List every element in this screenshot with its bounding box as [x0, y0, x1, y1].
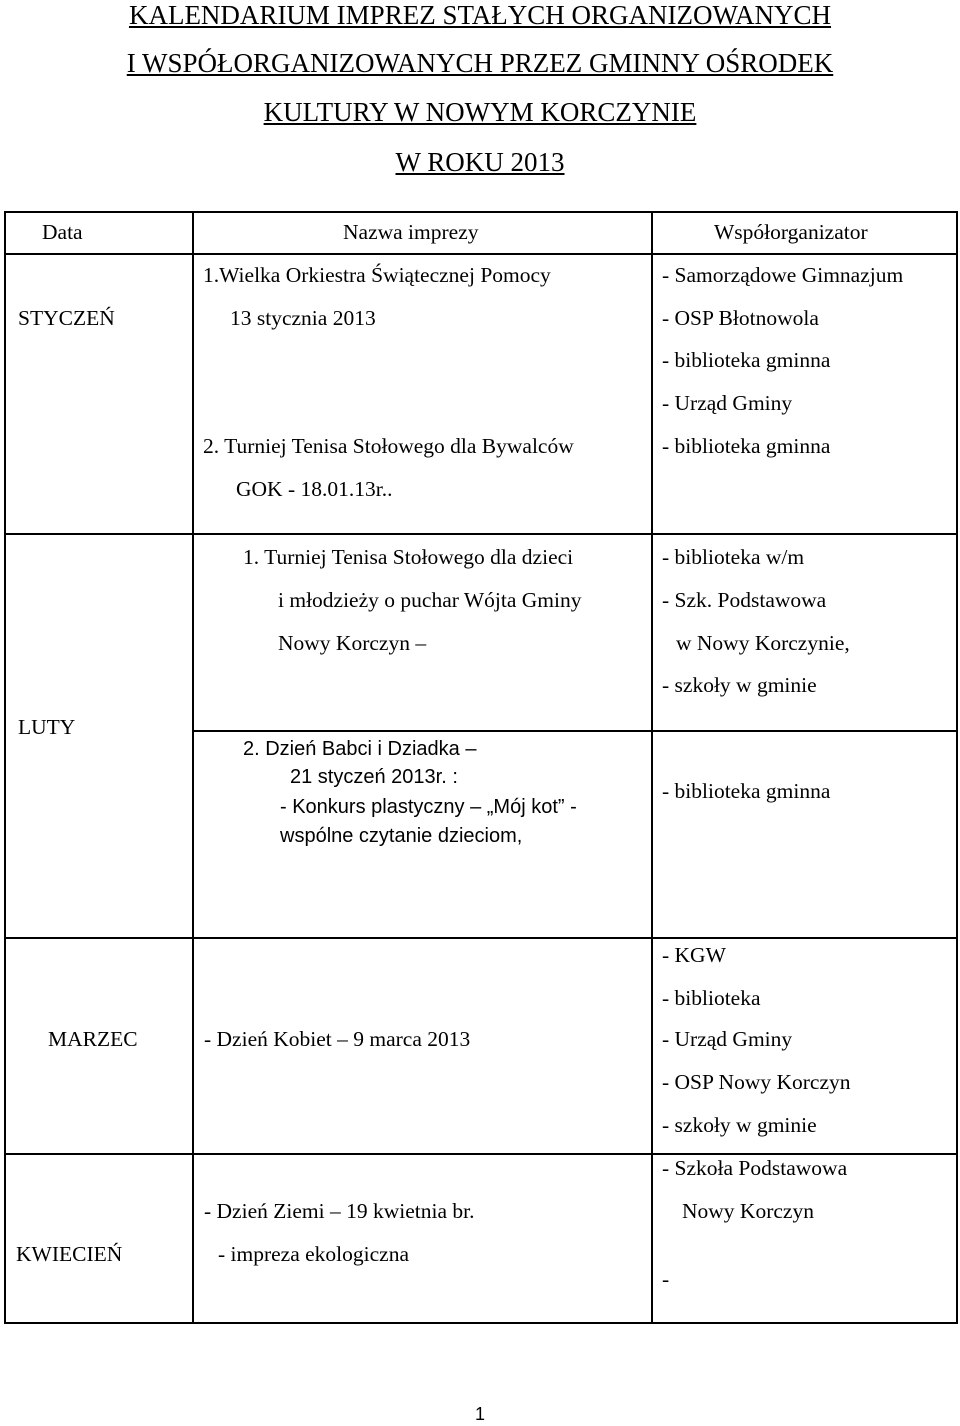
marzec-event-1: - Dzień Kobiet – 9 marca 2013 — [204, 1027, 471, 1051]
styczen-event-2-title: 2. Turniej Tenisa Stołowego dla Bywalców — [203, 434, 574, 458]
marzec-coorganizer-5: - szkoły w gminie — [662, 1113, 817, 1137]
kwiecien-coorganizer-2: Nowy Korczyn — [682, 1199, 814, 1223]
header-date: Data — [42, 220, 83, 244]
styczen-coorganizer-2: - OSP Błotnowola — [662, 306, 819, 330]
month-luty: LUTY — [18, 715, 76, 739]
table-border-bottom — [4, 1322, 958, 1324]
styczen-coorganizer-3: - biblioteka gminna — [662, 348, 831, 372]
column-divider-1 — [192, 211, 194, 1324]
header-coorganizer: Współorganizator — [714, 220, 868, 244]
luty-event-2-reading: wspólne czytanie dzieciom, — [280, 825, 523, 847]
title-line-1: KALENDARIUM IMPREZ STAŁYCH ORGANIZOWANYCH — [128, 0, 832, 30]
column-divider-2 — [651, 211, 653, 1324]
month-marzec: MARZEC — [48, 1027, 138, 1051]
table-border-left — [4, 211, 6, 1324]
table-border-right — [956, 211, 958, 1324]
title-line-2: I WSPÓŁORGANIZOWANYCH PRZEZ GMINNY OŚRODEK — [126, 48, 834, 78]
luty-coorganizer-2: - Szk. Podstawowa — [662, 588, 827, 612]
luty-event-1-line-2: i młodzieży o puchar Wójta Gminy — [278, 588, 582, 612]
luty-event-2-date: 21 styczeń 2013r. : — [290, 766, 458, 788]
luty-coorganizer-3: w Nowy Korczynie, — [676, 631, 850, 655]
luty-event-2-title: 2. Dzień Babci i Dziadka – — [243, 738, 477, 760]
marzec-coorganizer-2: - biblioteka — [662, 986, 761, 1010]
luty-event-1-title: 1. Turniej Tenisa Stołowego dla dzieci — [243, 545, 574, 569]
styczen-event-1-title: 1.Wielka Orkiestra Świątecznej Pomocy — [203, 263, 551, 287]
styczen-event-2-date: GOK - 18.01.13r.. — [236, 477, 393, 501]
kwiecien-coorganizer-1: - Szkoła Podstawowa — [662, 1156, 848, 1180]
table-border-top — [4, 211, 958, 213]
marzec-coorganizer-3: - Urząd Gminy — [662, 1027, 793, 1051]
title-line-3: KULTURY W NOWYM KORCZYNIE — [263, 97, 697, 127]
title-line-4: W ROKU 2013 — [395, 147, 565, 177]
header-divider — [4, 253, 958, 255]
styczen-event-1-date: 13 stycznia 2013 — [230, 306, 376, 330]
luty-coorganizer-5: - biblioteka gminna — [662, 779, 831, 803]
marzec-coorganizer-1: - KGW — [662, 943, 726, 967]
kwiecien-coorganizer-3: - — [662, 1267, 670, 1291]
luty-event-2-contest: - Konkurs plastyczny – „Mój kot” - — [280, 796, 577, 818]
styczen-coorganizer-5: - biblioteka gminna — [662, 434, 831, 458]
luty-inner-divider — [192, 730, 958, 732]
luty-event-1-line-3: Nowy Korczyn – — [278, 631, 427, 655]
kwiecien-event-2: - impreza ekologiczna — [218, 1242, 410, 1266]
row-divider-styczen-luty — [4, 533, 958, 535]
styczen-coorganizer-4: - Urząd Gminy — [662, 391, 793, 415]
luty-coorganizer-1: - biblioteka w/m — [662, 545, 805, 569]
month-kwiecien: KWIECIEŃ — [16, 1242, 123, 1266]
page-number: 1 — [474, 1404, 485, 1424]
kwiecien-event-1: - Dzień Ziemi – 19 kwietnia br. — [204, 1199, 475, 1223]
month-styczen: STYCZEŃ — [18, 306, 115, 330]
marzec-coorganizer-4: - OSP Nowy Korczyn — [662, 1070, 851, 1094]
luty-coorganizer-4: - szkoły w gminie — [662, 673, 817, 697]
styczen-coorganizer-1: - Samorządowe Gimnazjum — [662, 263, 904, 287]
row-divider-luty-marzec — [4, 937, 958, 939]
header-event: Nazwa imprezy — [343, 220, 479, 244]
